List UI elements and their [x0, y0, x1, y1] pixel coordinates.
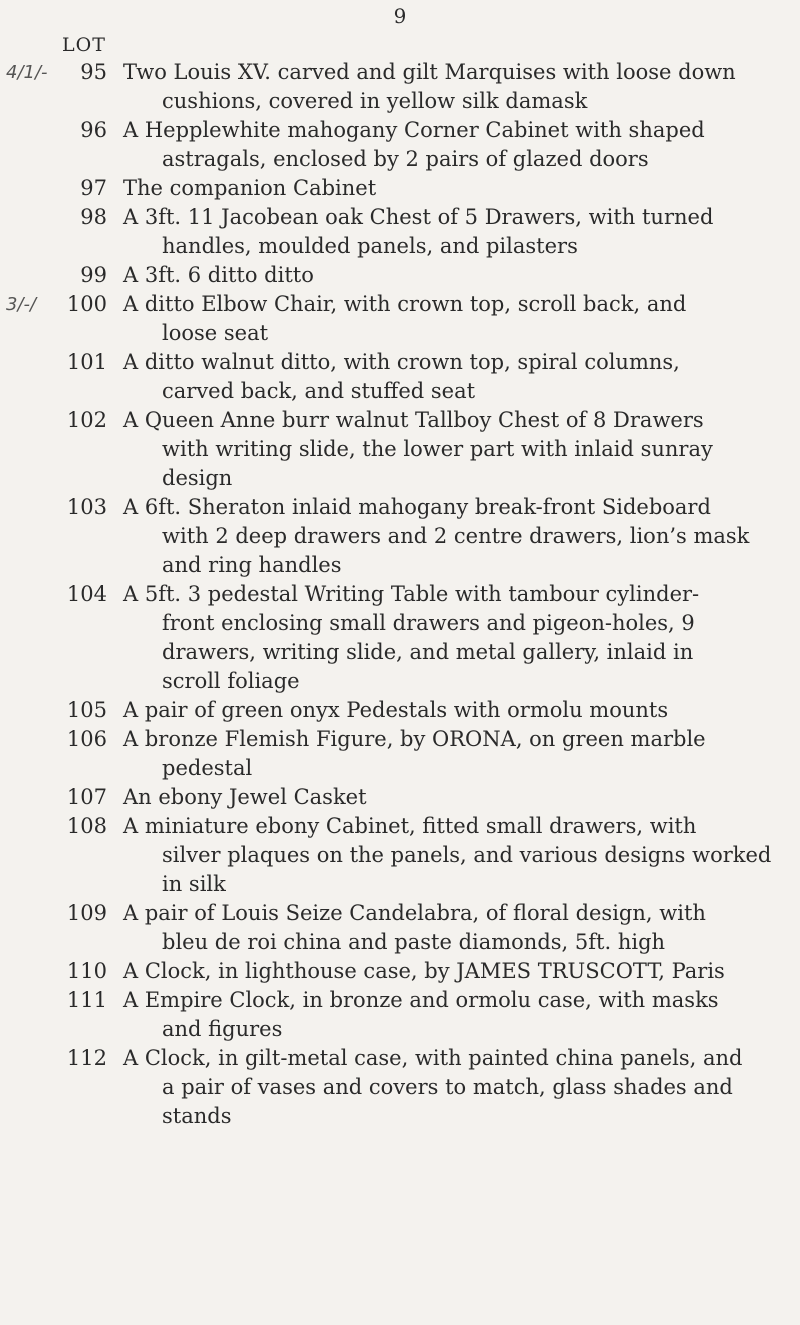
lot-description	[123, 406, 773, 493]
lot-number: 106	[66, 727, 107, 751]
lot-description	[123, 725, 773, 783]
lot-description-line: A 6ft. Sheraton inlaid mahogany break-front Sideboard	[123, 495, 711, 519]
lot-number: 100	[66, 292, 107, 316]
lot-description-line: A 3ft. 6 ditto ditto	[123, 263, 314, 287]
lot-entry	[0, 406, 800, 493]
lot-description-line: stands	[162, 1104, 232, 1128]
lot-entry	[0, 58, 800, 116]
lot-description-line: a pair of vases and covers to match, glass shades and	[162, 1075, 733, 1099]
lot-description-line: astragals, enclosed by 2 pairs of glazed doors	[162, 147, 649, 171]
lot-description	[123, 58, 773, 116]
lot-entry	[0, 290, 800, 348]
lot-number: 96	[80, 118, 107, 142]
lot-description-line: and ring handles	[162, 553, 342, 577]
lot-description-line: A ditto Elbow Chair, with crown top, scroll back, and	[123, 292, 687, 316]
lot-number: 105	[66, 698, 107, 722]
lot-entry	[0, 203, 800, 261]
lot-entry	[0, 493, 800, 580]
lot-description	[123, 493, 773, 580]
lot-column-header: LOT	[62, 34, 106, 56]
lot-description	[123, 348, 773, 406]
lot-number: 108	[66, 814, 107, 838]
lot-description-line: A pair of Louis Seize Candelabra, of floral design, with	[123, 901, 706, 925]
lot-number: 111	[66, 988, 107, 1012]
lot-entry	[0, 899, 800, 957]
lot-entry	[0, 986, 800, 1044]
lot-description	[123, 261, 773, 290]
lot-number: 98	[80, 205, 107, 229]
lot-description-line: design	[162, 466, 233, 490]
lot-description-line: A bronze Flemish Figure, by ORONA, on green marble	[123, 727, 706, 751]
lot-entry	[0, 812, 800, 899]
lot-entry	[0, 116, 800, 174]
lot-number: 107	[66, 785, 107, 809]
lot-number: 95	[80, 60, 107, 84]
lot-description	[123, 812, 773, 899]
lot-entry	[0, 725, 800, 783]
lot-description-line: A ditto walnut ditto, with crown top, spiral columns,	[123, 350, 680, 374]
lot-description-line: drawers, writing slide, and metal gallery, inlaid in	[162, 640, 694, 664]
lot-entry	[0, 957, 800, 986]
lot-number: 110	[66, 959, 107, 983]
lot-description-line: silver plaques on the panels, and various designs worked	[162, 843, 772, 867]
handwritten-annotation: 4/1/-	[6, 62, 48, 83]
lot-description-line: with 2 deep drawers and 2 centre drawers, lion’s mask	[162, 524, 750, 548]
lot-description-line: loose seat	[162, 321, 269, 345]
lot-number: 97	[80, 176, 107, 200]
lot-description	[123, 290, 773, 348]
lot-description	[123, 957, 773, 986]
lot-description-line: A miniature ebony Cabinet, fitted small drawers, with	[123, 814, 697, 838]
lot-number: 112	[66, 1046, 107, 1070]
lot-description-line: with writing slide, the lower part with inlaid sunray	[162, 437, 713, 461]
lot-description-line: and figures	[162, 1017, 283, 1041]
lot-number: 102	[66, 408, 107, 432]
lot-description-line: handles, moulded panels, and pilasters	[162, 234, 578, 258]
lot-number: 103	[66, 495, 107, 519]
lot-description-line: front enclosing small drawers and pigeon-holes, 9	[162, 611, 695, 635]
lot-description	[123, 203, 773, 261]
lot-description-line: pedestal	[162, 756, 253, 780]
lot-description-line: The companion Cabinet	[123, 176, 377, 200]
lot-description-line: A Empire Clock, in bronze and ormolu case, with masks	[123, 988, 719, 1012]
lot-description-line: A 5ft. 3 pedestal Writing Table with tambour cylinder-	[123, 582, 700, 606]
lot-description	[123, 783, 773, 812]
lot-description	[123, 174, 773, 203]
lot-description-line: A Clock, in gilt-metal case, with painted china panels, and	[123, 1046, 743, 1070]
lot-description-line: A pair of green onyx Pedestals with ormolu mounts	[123, 698, 669, 722]
page-number: 9	[393, 4, 407, 28]
lot-entry	[0, 174, 800, 203]
lot-description-line: Two Louis XV. carved and gilt Marquises with loose down	[123, 60, 736, 84]
lot-entry	[0, 580, 800, 696]
lot-description-line: A Clock, in lighthouse case, by JAMES TRUSCOTT, Paris	[123, 959, 725, 983]
lot-entry	[0, 261, 800, 290]
lot-description-line: in silk	[162, 872, 226, 896]
handwritten-annotation: 3/-/	[6, 294, 37, 315]
lot-description	[123, 116, 773, 174]
lot-description-line: scroll foliage	[162, 669, 300, 693]
lot-entry	[0, 696, 800, 725]
lot-description-line: A Queen Anne burr walnut Tallboy Chest of 8 Drawers	[123, 408, 704, 432]
lot-number: 109	[66, 901, 107, 925]
lot-entry	[0, 1044, 800, 1131]
lot-description	[123, 1044, 773, 1131]
lot-entry	[0, 348, 800, 406]
lot-description-line: An ebony Jewel Casket	[123, 785, 367, 809]
lot-number: 101	[66, 350, 107, 374]
lot-description-line: A Hepplewhite mahogany Corner Cabinet with shaped	[123, 118, 705, 142]
lot-description-line: carved back, and stuffed seat	[162, 379, 476, 403]
lot-description-line: A 3ft. 11 Jacobean oak Chest of 5 Drawers, with turned	[123, 205, 714, 229]
lot-description	[123, 986, 773, 1044]
lot-number: 104	[66, 582, 107, 606]
lot-description-line: cushions, covered in yellow silk damask	[162, 89, 588, 113]
lot-number: 99	[80, 263, 107, 287]
lot-description	[123, 899, 773, 957]
lot-entry	[0, 783, 800, 812]
lot-description	[123, 696, 773, 725]
lot-description	[123, 580, 773, 696]
catalogue-list	[0, 58, 800, 1131]
lot-description-line: bleu de roi china and paste diamonds, 5ft. high	[162, 930, 666, 954]
